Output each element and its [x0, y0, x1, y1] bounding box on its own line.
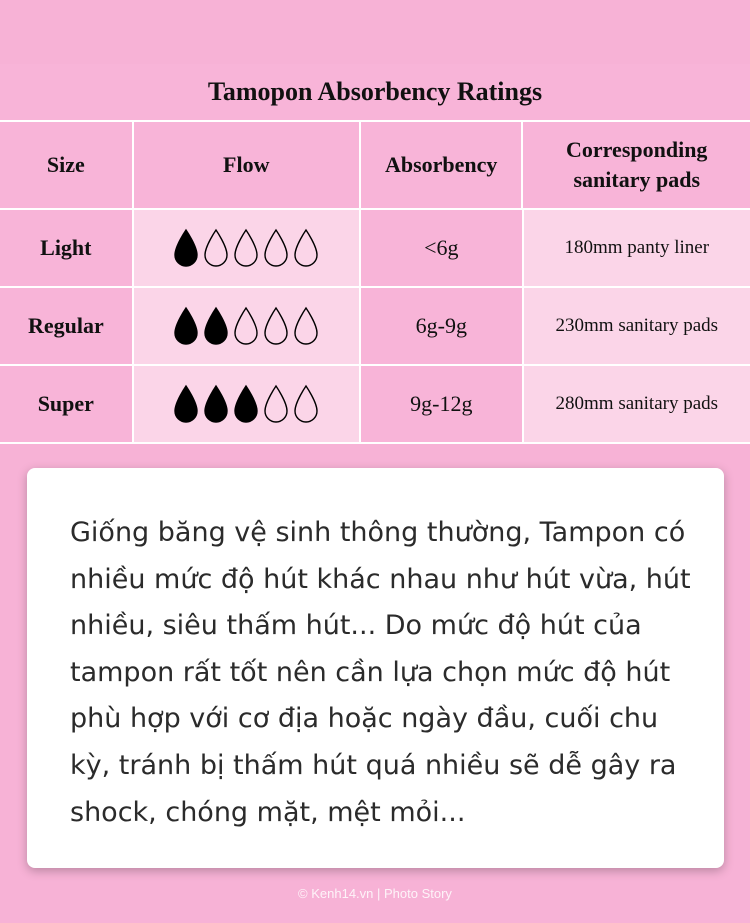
- empty-drop-icon: [262, 384, 290, 424]
- table-header-row: [0, 122, 750, 208]
- flow-cell: [134, 210, 359, 286]
- filled-drop-icon: [202, 306, 230, 346]
- header-flow: Flow: [134, 122, 359, 208]
- empty-drop-icon: [292, 306, 320, 346]
- pads-cell: 230mm sanitary pads: [524, 288, 750, 364]
- header-absorbency: Absorbency: [361, 122, 522, 208]
- empty-drop-icon: [202, 228, 230, 268]
- empty-drop-icon: [292, 384, 320, 424]
- header-size: Size: [0, 122, 132, 208]
- size-cell: Super: [0, 366, 132, 442]
- footer-credit: © Kenh14.vn | Photo Story: [298, 886, 452, 901]
- filled-drop-icon: [172, 306, 200, 346]
- empty-drop-icon: [262, 228, 290, 268]
- table-row: [0, 210, 750, 286]
- absorbency-cell: 6g-9g: [361, 288, 522, 364]
- info-text: Giống băng vệ sinh thông thường, Tampon có nhiều mức độ hút khác nhau như hút vừa, hút nhiều, siêu thấm hút... Do mức độ hút của tampon rất tốt nên cần lựa chọn mức độ hút phù hợp với cơ địa hoặc ngày đầu, cuối chu kỳ, tránh bị thấm hút quá nhiều sẽ dễ gây ra shock, chóng mặt, mệt mỏi...: [70, 517, 691, 828]
- empty-drop-icon: [232, 306, 260, 346]
- absorbency-cell: <6g: [361, 210, 522, 286]
- empty-drop-icon: [292, 228, 320, 268]
- table-row: [0, 366, 750, 442]
- table-title: Tamopon Absorbency Ratings: [0, 64, 750, 120]
- pads-cell: 180mm panty liner: [524, 210, 750, 286]
- absorbency-cell: 9g-12g: [361, 366, 522, 442]
- empty-drop-icon: [232, 228, 260, 268]
- pads-cell: 280mm sanitary pads: [524, 366, 750, 442]
- flow-drops: [172, 384, 320, 424]
- filled-drop-icon: [202, 384, 230, 424]
- flow-drops: [172, 228, 320, 268]
- flow-cell: [134, 366, 359, 442]
- size-cell: Light: [0, 210, 132, 286]
- size-cell: Regular: [0, 288, 132, 364]
- header-pads: Corresponding sanitary pads: [523, 122, 750, 208]
- table-row: [0, 288, 750, 364]
- filled-drop-icon: [232, 384, 260, 424]
- flow-cell: [134, 288, 359, 364]
- filled-drop-icon: [172, 228, 200, 268]
- filled-drop-icon: [172, 384, 200, 424]
- empty-drop-icon: [262, 306, 290, 346]
- absorbency-table: [0, 64, 750, 444]
- info-card: [27, 468, 724, 868]
- flow-drops: [172, 306, 320, 346]
